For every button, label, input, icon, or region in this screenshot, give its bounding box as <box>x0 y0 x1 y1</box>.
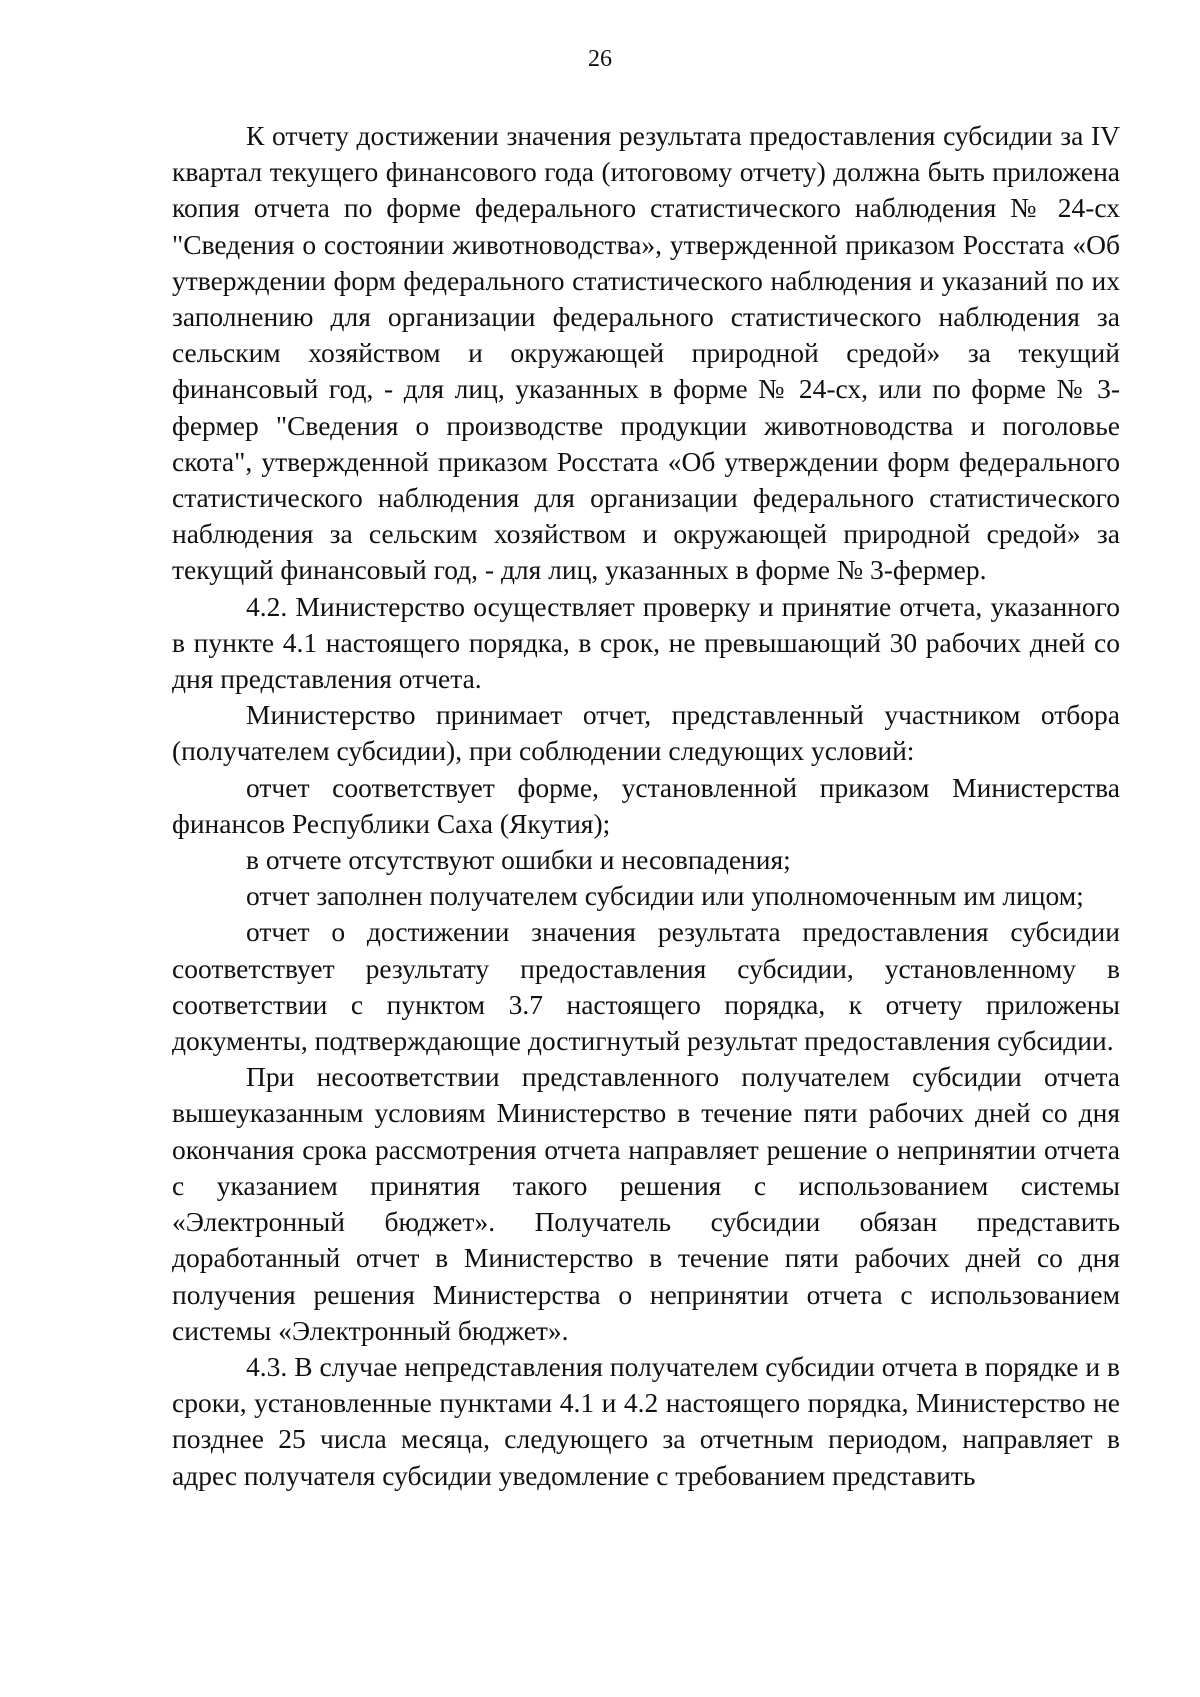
document-body <box>172 118 1120 1494</box>
paragraph-non-compliance: При несоответствии представленного получателем субсидии отчета вышеуказанным условиям Министерство в течение пяти рабочих дней со дня окончания срока рассмотрения отчета направляет решение о непринятии отчета с указанием принятия такого решения с использованием системы «Электронный бюджет». Получатель субсидии обязан представить доработанный отчет в Министерство в течение пяти рабочих дней со дня получения решения Министерства о непринятии отчета с использованием системы «Электронный бюджет». <box>172 1061 1120 1346</box>
page-number: 26 <box>588 46 612 72</box>
condition-form-compliance: отчет соответствует форме, установленной приказом Министерства финансов Республики Саха (Якутия); <box>172 771 1120 839</box>
condition-filled-by-recipient: отчет заполнен получателем субсидии или уполномоченным им лицом; <box>246 880 1084 912</box>
paragraph-4-3: 4.3. В случае непредставления получателем субсидии отчета в порядке и в сроки, установленные пунктами 4.1 и 4.2 настоящего порядка, Министерство не позднее 25 числа месяца, следующего за отчетным периодом, направляет в адрес получателя субсидии уведомление с требованием представить <box>172 1350 1120 1491</box>
condition-no-errors: в отчете отсутствуют ошибки и несовпадения; <box>246 844 791 876</box>
paragraph-4-2: 4.2. Министерство осуществляет проверку и принятие отчета, указанного в пункте 4.1 настоящего порядка, в срок, не превышающий 30 рабочих дней со дня представления отчета. <box>172 590 1120 695</box>
condition-result-compliance: отчет о достижении значения результата предоставления субсидии соответствует результату предоставления субсидии, установленному в соответствии с пунктом 3.7 настоящего порядка, к отчету приложены документы, подтверждающие достигнутый результат предоставления субсидии. <box>172 916 1120 1057</box>
paragraph-report-attachment: К отчету достижении значения результата предоставления субсидии за IV квартал текущего финансового года (итоговому отчету) должна быть приложена копия отчета по форме федерального статистического наблюдения № 24-сх "Сведения о состоянии животноводства», утвержденной приказом Росстата «Об утверждении форм федерального статистического наблюдения и указаний по их заполнению для организации федерального статистического наблюдения за сельским хозяйством и окружающей природной средой» за текущий финансовый год, - для лиц, указанных в форме № 24-сх, или по форме № 3-фермер "Сведения о производстве продукции животноводства и поголовье скота", утвержденной приказом Росстата «Об утверждении форм федерального статистического наблюдения для организации федерального статистического наблюдения за сельским хозяйством и окружающей природной средой» за текущий финансовый год, - для лиц, указанных в форме № 3-фермер. <box>172 120 1120 586</box>
paragraph-acceptance-conditions: Министерство принимает отчет, представленный участником отбора (получателем субсидии), при соблюдении следующих условий: <box>172 699 1120 767</box>
